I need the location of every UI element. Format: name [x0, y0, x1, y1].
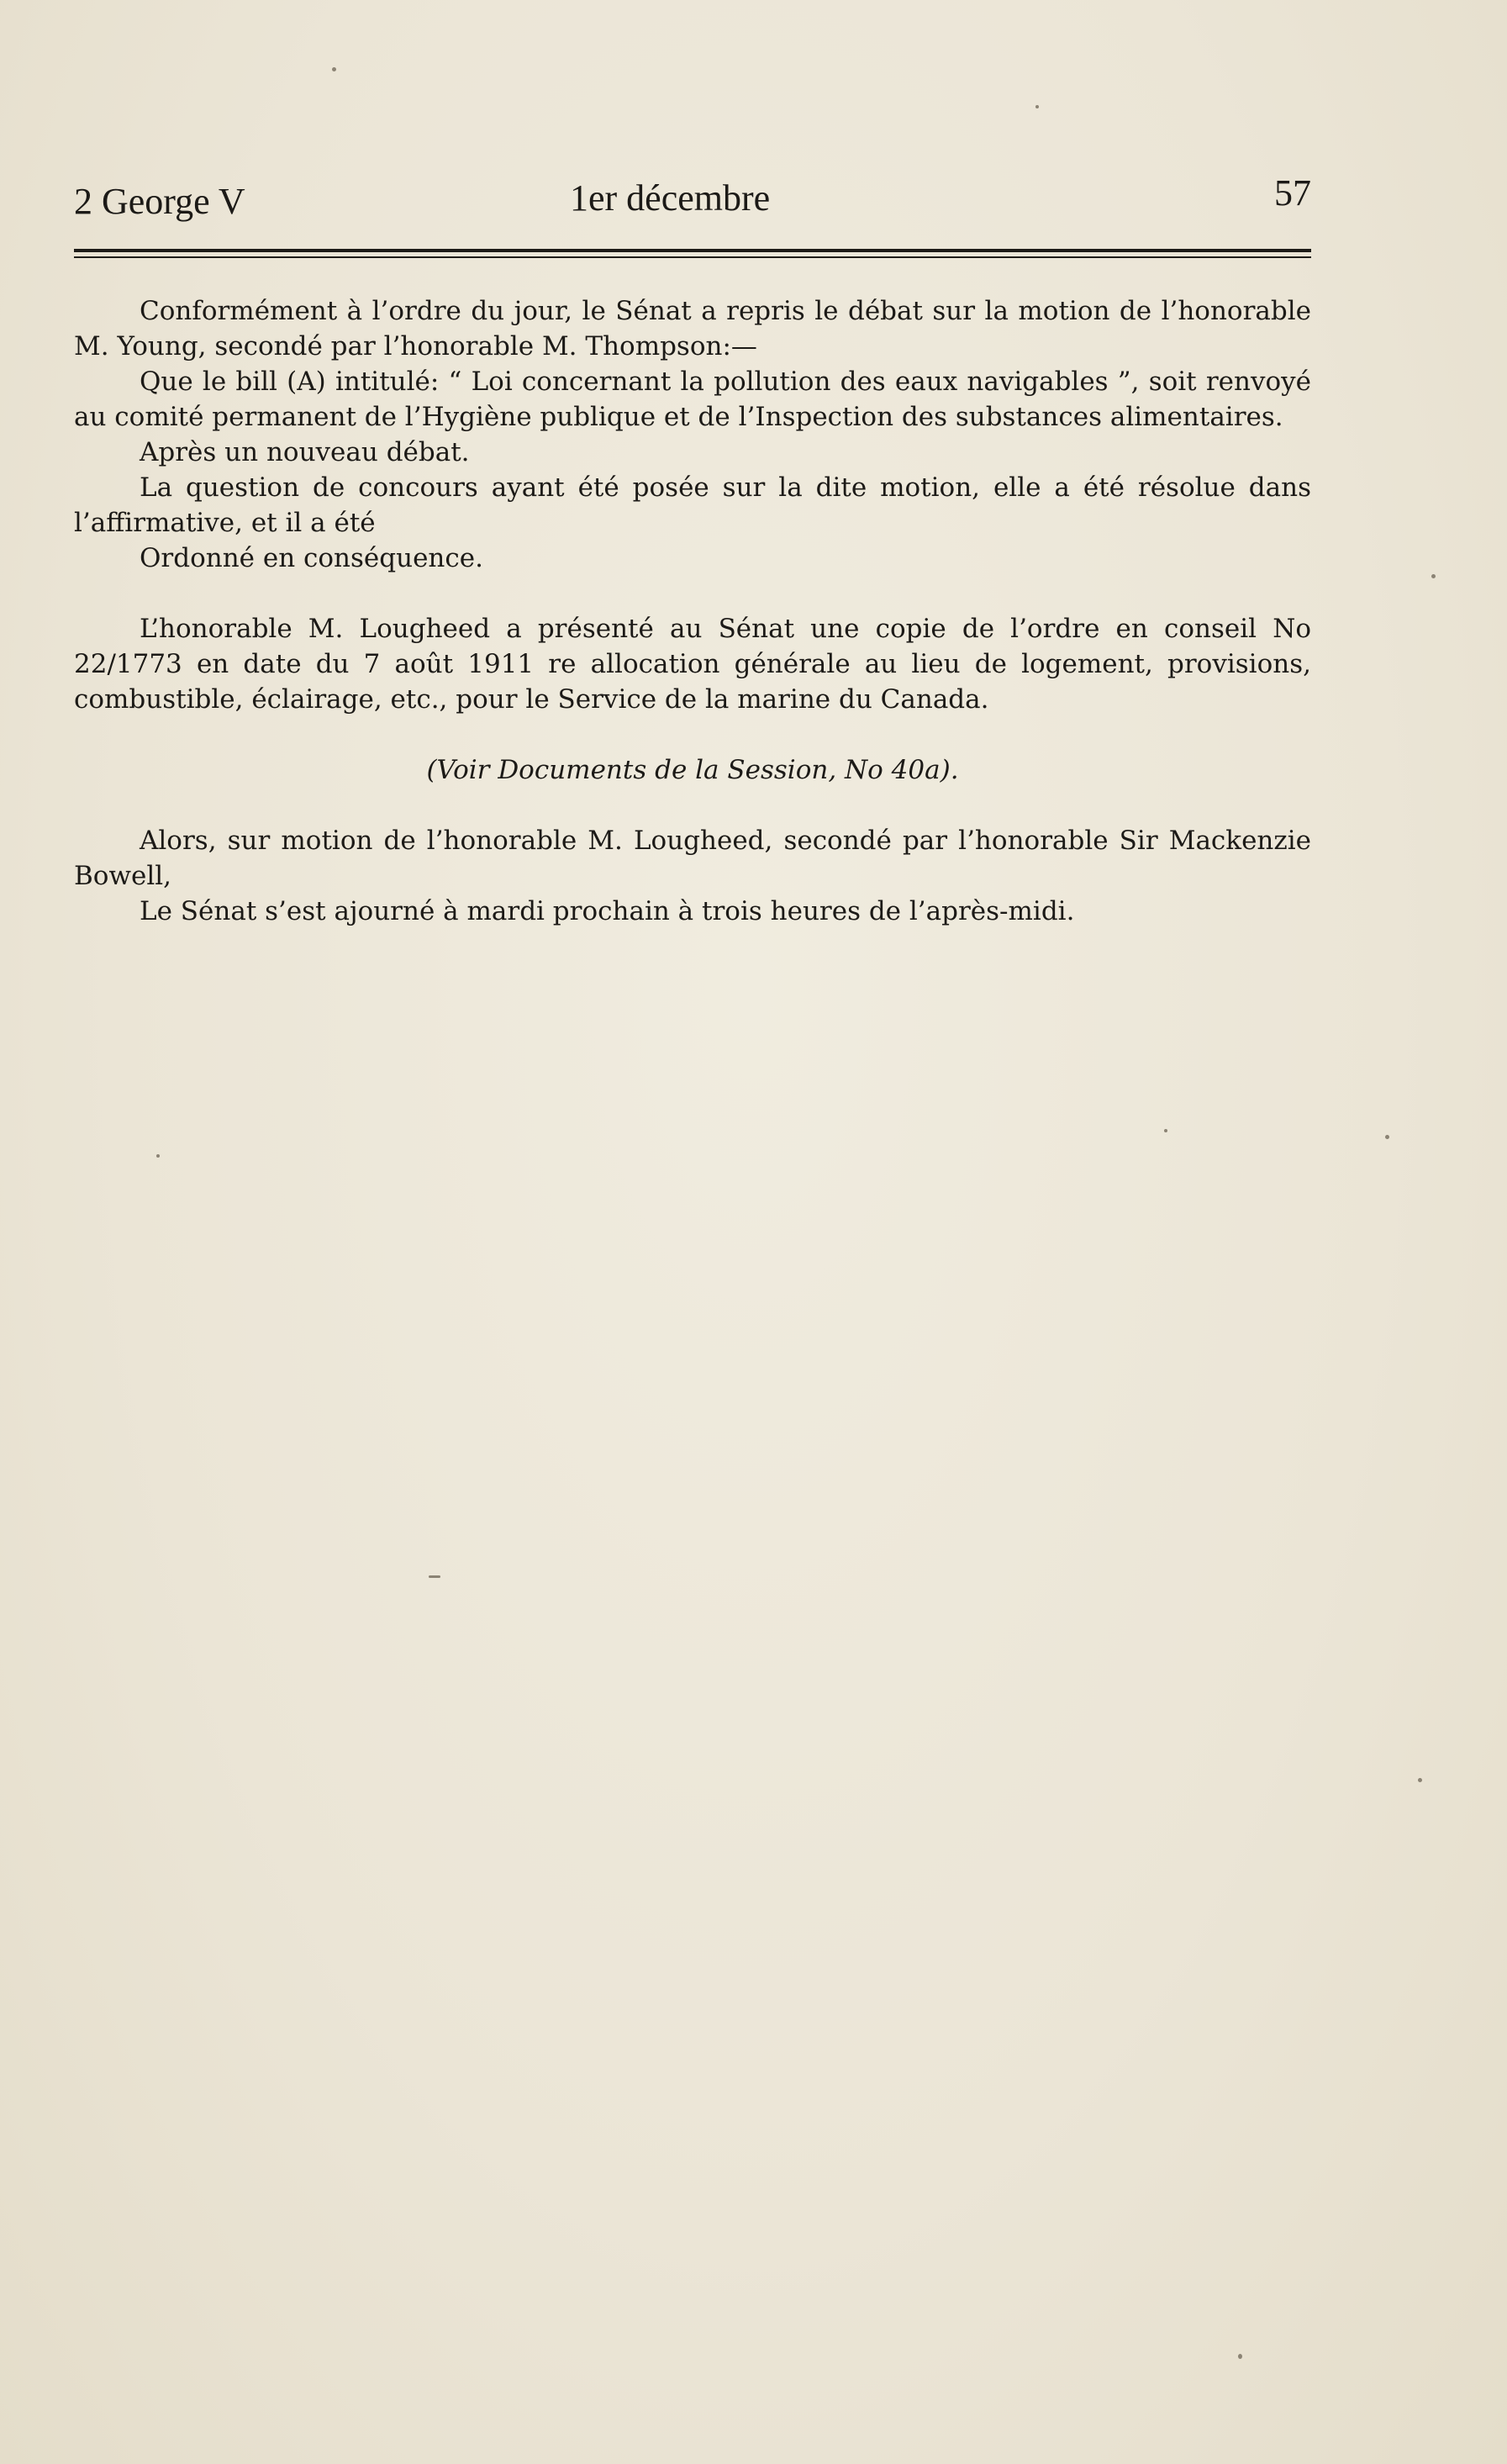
paragraph-spacer [74, 717, 1311, 752]
paper-speck [1418, 1778, 1422, 1782]
header-rule-thin [74, 256, 1311, 258]
document-page [74, 168, 1311, 929]
paragraph-spacer [74, 788, 1311, 823]
paragraph-spacer [74, 576, 1311, 611]
paper-speck [1431, 574, 1436, 578]
paper-speck [1164, 1129, 1167, 1132]
header-rule-thick [74, 249, 1311, 252]
paper-speck [1385, 1135, 1389, 1139]
paragraph-further-debate: Après un nouveau débat. [140, 437, 470, 467]
paper-speck [1238, 2354, 1242, 2359]
body-text [74, 293, 1311, 929]
paragraph-order-in-council: L’honorable M. Lougheed a présenté au Sénat une copie de l’ordre en conseil No 22/1773 en date du 7 août 1911 re allocation générale au lieu de logement, provisions, combustible, éclairage, etc., pour le Service de la marine du Canada. [74, 614, 1311, 715]
paragraph-debate-resumed: Conformément à l’ordre du jour, le Sénat a repris le débat sur la motion de l’honorable M. Young, secondé par l’honorable M. Thompson:— [74, 296, 1311, 361]
page-number: 57 [1274, 172, 1311, 214]
paper-speck [156, 1154, 160, 1158]
sessional-paper-reference: (Voir Documents de la Session, No 40a). [426, 755, 959, 785]
paragraph-adjournment-motion: Alors, sur motion de l’honorable M. Lougheed, secondé par l’honorable Sir Mackenzie Bowell, [74, 826, 1311, 891]
paragraph-bill-a: Que le bill (A) intitulé: “ Loi concernant la pollution des eaux navigables ”, soit renvoyé au comité permanent de l’Hygiène publique et de l’Inspection des substances alimentaires. [74, 367, 1311, 432]
regnal-year: 2 George V [74, 181, 245, 222]
paper-speck [429, 1575, 440, 1578]
paragraph-question-put: La question de concours ayant été posée sur la dite motion, elle a été résolue dans l’affirmative, et il a été [74, 472, 1311, 538]
paragraph-ordered: Ordonné en conséquence. [140, 543, 483, 573]
paper-speck [1035, 105, 1039, 108]
paper-speck [332, 67, 336, 71]
running-header [74, 168, 1311, 235]
paragraph-adjourned: Le Sénat s’est ajourné à mardi prochain à trois heures de l’après-midi. [140, 896, 1075, 926]
header-date: 1er décembre [570, 177, 771, 219]
